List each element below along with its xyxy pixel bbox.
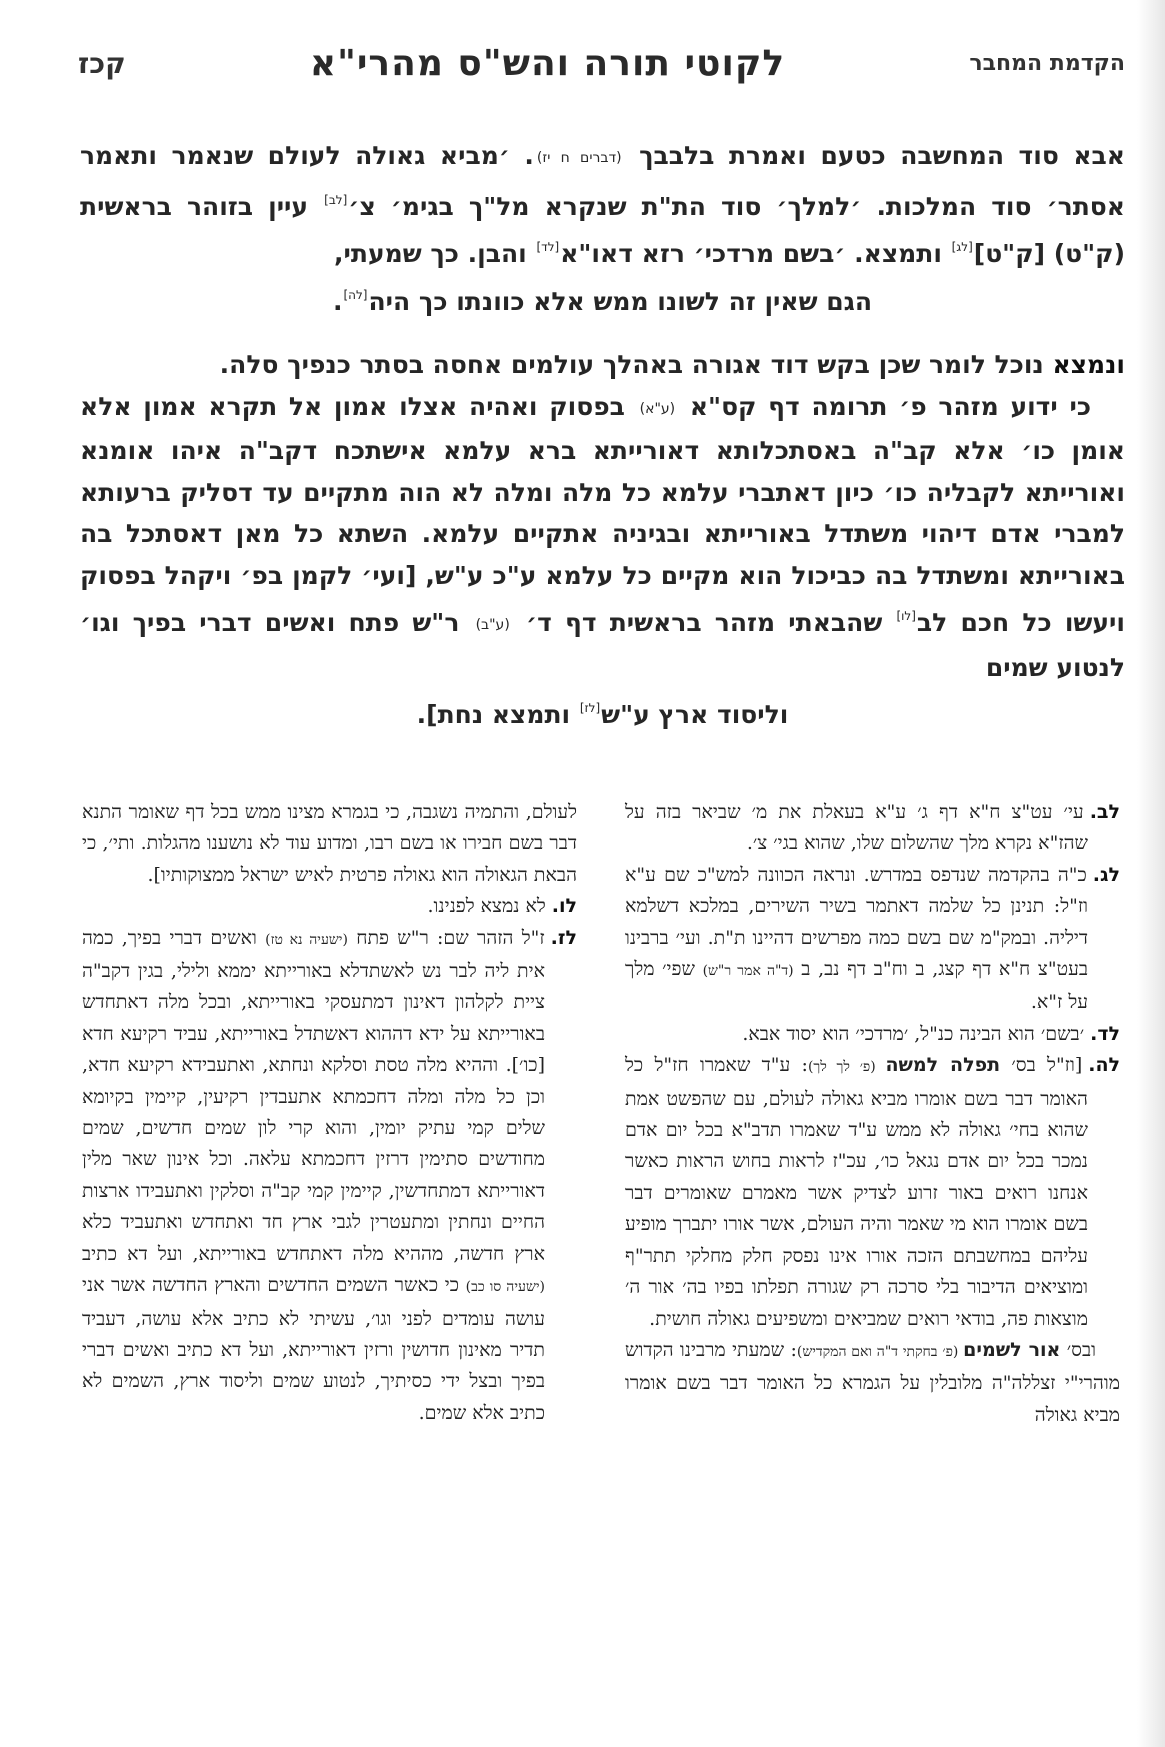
footnote-marker[interactable]: [לז] (579, 701, 601, 715)
main-text (80, 135, 1125, 736)
footnote-marker[interactable]: [לו] (896, 609, 916, 623)
text-run: בפסוק ואהיה אצלו אמון אל תקרא אמון אלא אומן כו׳ אלא קב"ה באסתכלותא דאורייתא ברא עלמא אישתכח דקב"ה איהו אומנא ואורייתא לקבליה כו׳ כיון דאתברי עלמא כל מלה ומלה לא הוה מתקיים עד דסליק ברעותא למברי אדם דיהוי משתדל באורייתא ובגיניה אתקיים עלמא. השתא כל מאן דאסתכל בה באורייתא ומשתדל בה כביכול הוא מקיים כל עלמא ע"כ ע"ש, [ועי׳ לקמן בפ׳ ויקהל בפסוק ויעשו כל חכם לב (80, 391, 1125, 637)
book-title: לקוטי תורה והש"ס מהרי"א (309, 42, 786, 84)
footnote-lamed-heh (625, 1050, 1120, 1335)
footnote-label: לד. (1090, 1022, 1120, 1045)
footnote-text: ז"ל הזהר שם: ר"ש פתח (347, 926, 545, 949)
footnote-text: : ע"ד שאמרו חז"ל כל האומר דבר בשם אומרו מביא גאולה לעולם, עם שהפשט אמת שהוא בחי׳ גאולה לא ממש ע"ד שאמרו תדב"א בכל יום אדם נמכר בכל יום אדם נגאל כו׳, עכ"ז לראות בחוש הראות כאשר אנחנו רואים באור זרוע לצדיק אשר מאמרם שאומרים דבר בשם אומרו הוא מי שאמר והיה העולם, אשר אורו יתברך מופיע עליהם במחשבתם הזכה אורו אינו נפסק חלק מחלקי תתר"ף ומוציאים הדיבור בלי סרכה רק שגורה תפלתו בפיו בה׳ אור ה׳ מוצאות פה, בודאי רואים שמביאים ומשפיעים גאולה חושית. (625, 1054, 1088, 1330)
text-run: שהבאתי מזהר בראשית דף ד׳ (525, 608, 896, 637)
source-reference: (ע"ב) (475, 617, 510, 633)
footnote-continuation (82, 797, 577, 891)
footnote-marker[interactable]: [לג] (951, 240, 973, 254)
text-run: וליסוד ארץ ע"ש (601, 700, 789, 729)
source-reference: (ישעיה סו כב) (465, 1279, 545, 1296)
footnote-label: לב. (1089, 801, 1120, 823)
section-title: הקדמת המחבר (969, 50, 1125, 76)
text-run: עיין בזוהר בראשית (ק"ט) [ק"ט] (80, 191, 1125, 268)
text-run: ותמצא. ׳בשם מרדכי׳ רזא דאו"א (560, 239, 951, 268)
text-run: והבן. כך שמעתי, (334, 239, 536, 268)
book-name: תפלה למשה (885, 1054, 1001, 1077)
text-run: כי ידוע מזהר פ׳ תרומה דף קס"א (689, 391, 1091, 421)
source-reference: (ע"א) (639, 400, 676, 417)
footnote-text: [וז"ל בס׳ (1000, 1054, 1083, 1077)
footnote-marker[interactable]: [לד] (536, 240, 560, 254)
footnote-lamed-gimel (625, 860, 1120, 1019)
footnote-text: ואשים דברי בפיך, כמה אית ליה לבר נש לאשתדלא באורייתא יממא ולילי, בגין דקב"ה ציית לקלהון דאינון דמתעסקי באורייתא, ובכל מלה דאתחדש באורייתא על ידא דההוא דאשתדל באורייתא, עביד רקיעא חדא [כו׳]. וההיא מלה טסת וסלקא ונחתא, ואתעבידא רקיעא חדא, וכן כל מלה ומלה דחכמתא אתעבדין רקיעין, קיימין בקיומא שלים קמי עתיק יומין, והוא קרי לון שמים חדשים, שמים מחודשים סתימין דרזין דחכמתא עלאה. וכל אינון שאר מלין דאורייתא דמתחדשין, קיימין קמי קב"ה וסלקין ואתעבידו ארצות החיים ונחתין ומתעטרין לגבי ארץ חד ואתחדש ואתעביד כלא ארץ חדשה, מההיא מלה דאתחדש באורייתא, ועל דא כתיב (82, 926, 545, 1265)
centered-closing-line (80, 688, 1125, 736)
footnotes-right-column (625, 797, 1120, 1431)
source-reference: (דברים ח יז) (536, 150, 622, 166)
footnote-text: שפי׳ מלך על ז"א. (625, 958, 1088, 1014)
page-number: קכז (78, 46, 126, 80)
text-run: הגם שאין זה לשונו ממש אלא כוונתו כך היה (368, 286, 873, 316)
main-paragraph-1 (80, 135, 1125, 322)
footnote-text: : שמעתי מרבינו הקדוש מוהרי"י זצללה"ה מלובלין על הגמרא כל האומר דבר בשם אומרו מביא גאולה (625, 1338, 1120, 1426)
text-run: . ׳מביא גאולה לעולם שנאמר ותאמר אסתר׳ סוד המלכות. ׳למלך׳ סוד הת"ת שנקרא מל"ך בגימ׳ צ׳ (80, 141, 1125, 221)
footnote-lamed-dalet (625, 1019, 1120, 1050)
source-reference: (פ׳ לך לך) (807, 1059, 886, 1076)
main-paragraph-2 (80, 344, 1125, 736)
text-run: ר"ש פתח ואשים דברי בפיך וגו׳ לנטוע שמים (80, 608, 1125, 682)
text-run: נוכל לומר שכן בקש דוד אגורה באהלך עולמים אחסה בסתר כנפיך סלה. (219, 350, 1053, 379)
footnote-marker[interactable]: [לה] (343, 287, 368, 302)
footnote-marker[interactable]: [לב] (324, 192, 348, 207)
footnote-lamed-bet (625, 797, 1120, 860)
footnote-lamed-zayin (82, 923, 577, 1430)
footnote-label: לג. (1092, 863, 1120, 886)
lead-word: ונמצא (1052, 350, 1125, 379)
footnote-text: לעולם, והתמיה נשגבה, כי בגמרא מצינו ממש בכל דף שאומר התנא דבר בשם חבירו או בשם רבו, ומדוע עוד לא נושענו מהגלות. ותי׳, כי הבאת הגאולה הוא גאולה פרטית לאיש ישראל ממצוקותיו]. (82, 801, 577, 886)
footnote-text: לא נמצא לפנינו. (427, 895, 546, 918)
footnote-label: לז. (550, 926, 577, 949)
footnote-text: עי׳ עט"צ ח"א דף ג׳ ע"א בעאלת את מ׳ שביאר בזה על שהז"א נקרא מלך שהשלום שלו, שהוא בגי׳ צ׳. (625, 801, 1088, 855)
footnote-lamed-vav (82, 891, 577, 922)
text-run: . (332, 286, 343, 316)
text-run: אבא סוד המחשבה כטעם ואמרת בלבבך (639, 141, 1125, 170)
text-run: ותמצא נחת]. (416, 700, 579, 729)
footnote-text: כי כאשר השמים החדשים והארץ החדשה אשר אני עושה עומדים לפני וגו׳, עשיתי לא כתיב אלא עושה, דעביד תדיר מאינון חדושין ורזין דאורייתא, ועל דא כתיב ואשים דברי בפיך ובצל ידי כסיתיך, לנטוע שמים וליסוד ארץ, השמים לא כתיב אלא שמים. (82, 1274, 545, 1424)
centered-closing-line (80, 275, 1125, 323)
running-header (78, 38, 1125, 88)
footnote-text: כ"ה בהקדמה שנדפס במדרש. ונראה הכוונה למש"כ שם ע"א וז"ל: תנינן כל שלמה דאתמר בשיר השירים, במלכא דשלמא דיליה. ובמק"מ שם בשם כמה מפרשים דהיינו ת"ת. ועי׳ ברבינו בעט"צ ח"א דף קצג, ב וח"ב דף נב, ב (625, 863, 1089, 981)
footnote-continuation (625, 1335, 1120, 1431)
source-reference: (ד"ה אמר ר"ש) (702, 963, 794, 980)
footnote-text: ׳בשם׳ הוא הבינה כנ"ל, ׳מרדכי׳ הוא יסוד אבא. (742, 1022, 1085, 1045)
source-reference: (ישעיה נא טז) (265, 931, 348, 948)
page-edge-shadow (1137, 0, 1165, 1747)
book-name: אור לשמים (963, 1338, 1061, 1361)
source-reference: (פ׳ בחקתי ד"ה ואם המקדיש) (796, 1343, 964, 1360)
footnote-label: לה. (1088, 1054, 1121, 1077)
footnote-label: לו. (551, 895, 577, 918)
footnotes-left-column (82, 797, 577, 1429)
footnote-text: ובס׳ (1060, 1338, 1096, 1361)
